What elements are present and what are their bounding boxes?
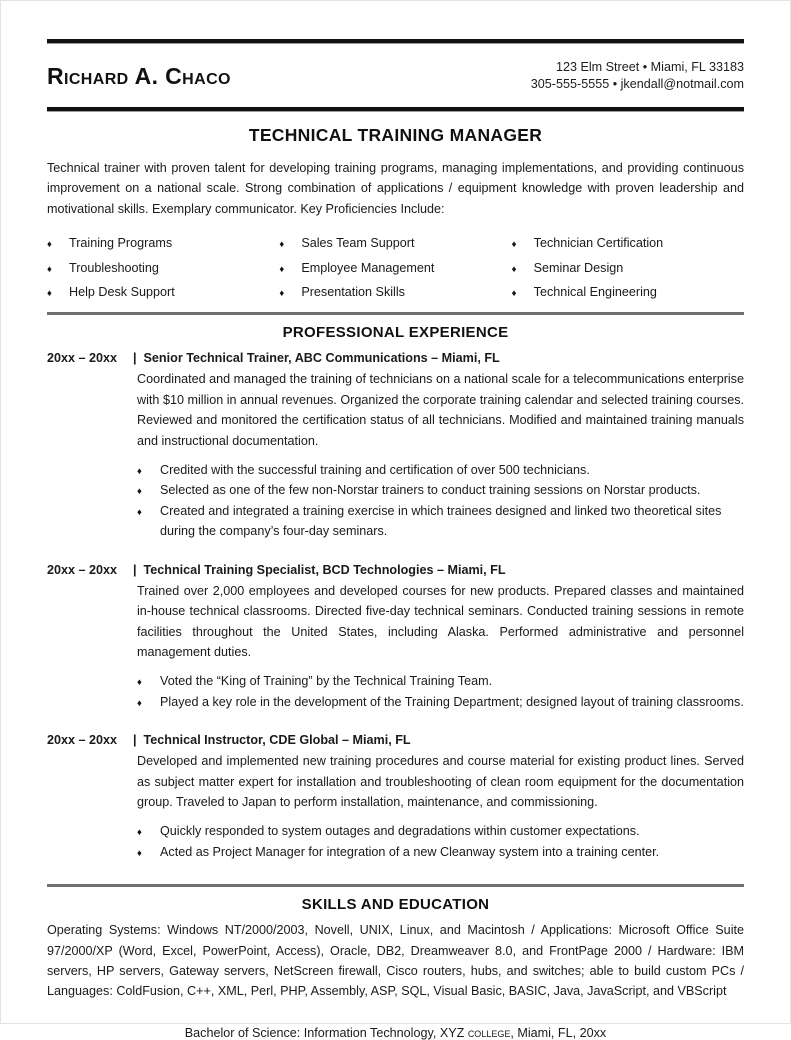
proficiency-item xyxy=(47,231,279,255)
skills-section-rule xyxy=(47,884,744,887)
proficiency-label: Presentation Skills xyxy=(301,284,405,299)
entry-spacer xyxy=(47,712,744,727)
proficiency-item xyxy=(512,256,744,280)
skills-body: Operating Systems: Windows NT/2000/2003, Novell, UNIX, Linux, and Macintosh / Applications: Microsoft Office Suite 97/2000/XP (Word, Excel, PowerPoint, Access), Oracle, DB2, Dreamweaver 8.0, and FrontPage 2000 / Hardware: IBM servers, HP servers, Gateway servers, NetScreen firewall, Cisco routers, hubs, and switches; able to build custom PCs / Languages: ColdFusion, C++, XML, Perl, PHP, Assembly, ASP, SQL, Visual Basic, BASIC, Java, JavaScript, and VBScript xyxy=(47,923,744,999)
diamond-bullet-icon: ♦ xyxy=(137,847,142,859)
experience-bullet xyxy=(137,671,744,691)
experience-bullet xyxy=(137,821,744,841)
experience-entry-header xyxy=(47,348,744,368)
diamond-bullet-icon: ♦ xyxy=(137,827,142,839)
diamond-bullet-icon: ♦ xyxy=(511,287,517,299)
experience-dates: 20xx – 20xx xyxy=(47,562,118,577)
diamond-bullet-icon: ♦ xyxy=(137,697,142,709)
experience-bullet xyxy=(137,480,744,500)
skills-section xyxy=(47,884,744,1040)
proficiency-label: Employee Management xyxy=(301,260,435,275)
experience-bullet xyxy=(137,460,744,480)
experience-bullet-text: Selected as one of the few non-Norstar trainers to conduct training sessions on Norstar products. xyxy=(160,483,701,498)
proficiency-label: Seminar Design xyxy=(533,260,624,275)
diamond-bullet-icon: ♦ xyxy=(47,239,52,251)
entry-spacer xyxy=(47,542,744,557)
diamond-bullet-icon: ♦ xyxy=(279,263,285,275)
proficiency-label: Technical Engineering xyxy=(533,284,657,299)
experience-title: Senior Technical Trainer, ABC Communications – Miami, FL xyxy=(143,351,500,366)
diamond-bullet-icon: ♦ xyxy=(47,287,52,299)
header-row xyxy=(47,44,744,107)
experience-bullet xyxy=(137,501,744,542)
diamond-bullet-icon: ♦ xyxy=(511,239,517,251)
diamond-bullet-icon: ♦ xyxy=(137,486,142,498)
experience-dates: 20xx – 20xx xyxy=(47,733,118,748)
proficiency-label: Technician Certification xyxy=(533,236,664,251)
proficiency-label: Help Desk Support xyxy=(69,284,175,299)
section-title-experience: PROFESSIONAL EXPERIENCE xyxy=(282,324,509,342)
experience-entry xyxy=(47,730,744,862)
header-bottom-rule xyxy=(47,107,744,112)
experience-bullet-list xyxy=(137,671,744,712)
experience-bullet xyxy=(137,692,744,712)
proficiency-item xyxy=(512,280,744,304)
experience-description: Developed and implemented new training procedures and course material for existing product lines. Served as subject matter expert for installation and troubleshooting of clean room equipment for the documentation group. Traveled to Japan to perform installation, maintenance, and commissioning. xyxy=(137,754,744,810)
experience-entry xyxy=(47,348,744,541)
diamond-bullet-icon: ♦ xyxy=(47,263,52,275)
experience-entry-header xyxy=(47,730,744,750)
contact-address: 123 Elm Street • Miami, FL 33183 xyxy=(555,59,744,74)
experience-bullet-text: Created and integrated a training exercise in which trainees designed and linked two theoretical sites during the company’s four-day seminars. xyxy=(160,503,722,539)
experience-entry-header xyxy=(47,560,744,580)
experience-bullet-text: Credited with the successful training and certification of over 500 technicians. xyxy=(160,463,590,478)
experience-title: Technical Instructor, CDE Global – Miami, FL xyxy=(143,733,411,748)
experience-separator: | xyxy=(133,733,137,748)
experience-bullet-list xyxy=(137,460,744,542)
proficiency-item xyxy=(47,280,279,304)
diamond-bullet-icon: ♦ xyxy=(279,287,285,299)
experience-separator: | xyxy=(133,351,137,366)
experience-title: Technical Training Specialist, BCD Technologies – Miami, FL xyxy=(143,562,506,577)
proficiency-item xyxy=(47,256,279,280)
experience-bullet-text: Acted as Project Manager for integration of a new Cleanway system into a training center. xyxy=(160,844,660,859)
experience-separator: | xyxy=(133,562,137,577)
proficiency-item xyxy=(512,231,744,255)
experience-bullet-text: Played a key role in the development of the Training Department; designed layout of training classrooms. xyxy=(160,694,744,709)
page-title: TECHNICAL TRAINING MANAGER xyxy=(248,125,543,145)
diamond-bullet-icon: ♦ xyxy=(137,466,142,478)
key-proficiencies-grid xyxy=(47,231,744,304)
experience-bullet-text: Voted the “King of Training” by the Technical Training Team. xyxy=(160,674,493,689)
proficiency-label: Training Programs xyxy=(69,236,173,251)
contact-phone-email: 305-555-5555 • jkendall@notmail.com xyxy=(530,77,744,91)
proficiency-item xyxy=(279,256,511,280)
experience-entry xyxy=(47,560,744,712)
experience-dates: 20xx – 20xx xyxy=(47,351,118,366)
proficiency-label: Sales Team Support xyxy=(301,236,415,251)
header-top-spacer xyxy=(47,1,744,39)
education-college: college xyxy=(467,1025,511,1040)
experience-bullet-list xyxy=(137,821,744,862)
education-location: , Miami, FL, 20xx xyxy=(510,1025,607,1040)
summary-paragraph: Technical trainer with proven talent for developing training programs, managing implementations, and providing continuous improvement on a national scale. Strong combination of applications / equipment knowledge with proven leadership and motivational skills. Exemplary communicator. Key Proficiencies Include: xyxy=(47,161,744,216)
proficiency-item xyxy=(279,280,511,304)
experience-bullet-text: Quickly responded to system outages and degradations within customer expectations. xyxy=(160,824,640,839)
education-degree: Bachelor of Science: Information Technology, XYZ xyxy=(184,1025,468,1040)
education-line xyxy=(47,1026,744,1040)
experience-section-rule xyxy=(47,312,744,315)
candidate-name: Richard A. Chaco xyxy=(47,62,231,89)
experience-description: Coordinated and managed the training of technicians on a national scale for a telecommunications enterprise with $10 million in annual revenues. Organized the corporate training calendar and selected training courses. Reviewed and monitored the certification status of all technicians. Modified and maintained training manuals and instructional documentation. xyxy=(137,372,744,448)
diamond-bullet-icon: ♦ xyxy=(511,263,517,275)
diamond-bullet-icon: ♦ xyxy=(137,506,142,518)
proficiency-item xyxy=(279,231,511,255)
contact-block xyxy=(531,59,744,94)
diamond-bullet-icon: ♦ xyxy=(279,239,285,251)
section-title-skills: SKILLS AND EDUCATION xyxy=(301,896,490,914)
proficiency-label: Troubleshooting xyxy=(69,260,159,275)
experience-bullet xyxy=(137,842,744,862)
experience-description: Trained over 2,000 employees and developed courses for new products. Prepared classes and maintained in-house technical classrooms. Directed five-day technical seminars. Conducted training sessions in remote facilities throughout the United States, including Alaska. Performed administrative and personnel management duties. xyxy=(137,583,744,659)
diamond-bullet-icon: ♦ xyxy=(137,677,142,689)
